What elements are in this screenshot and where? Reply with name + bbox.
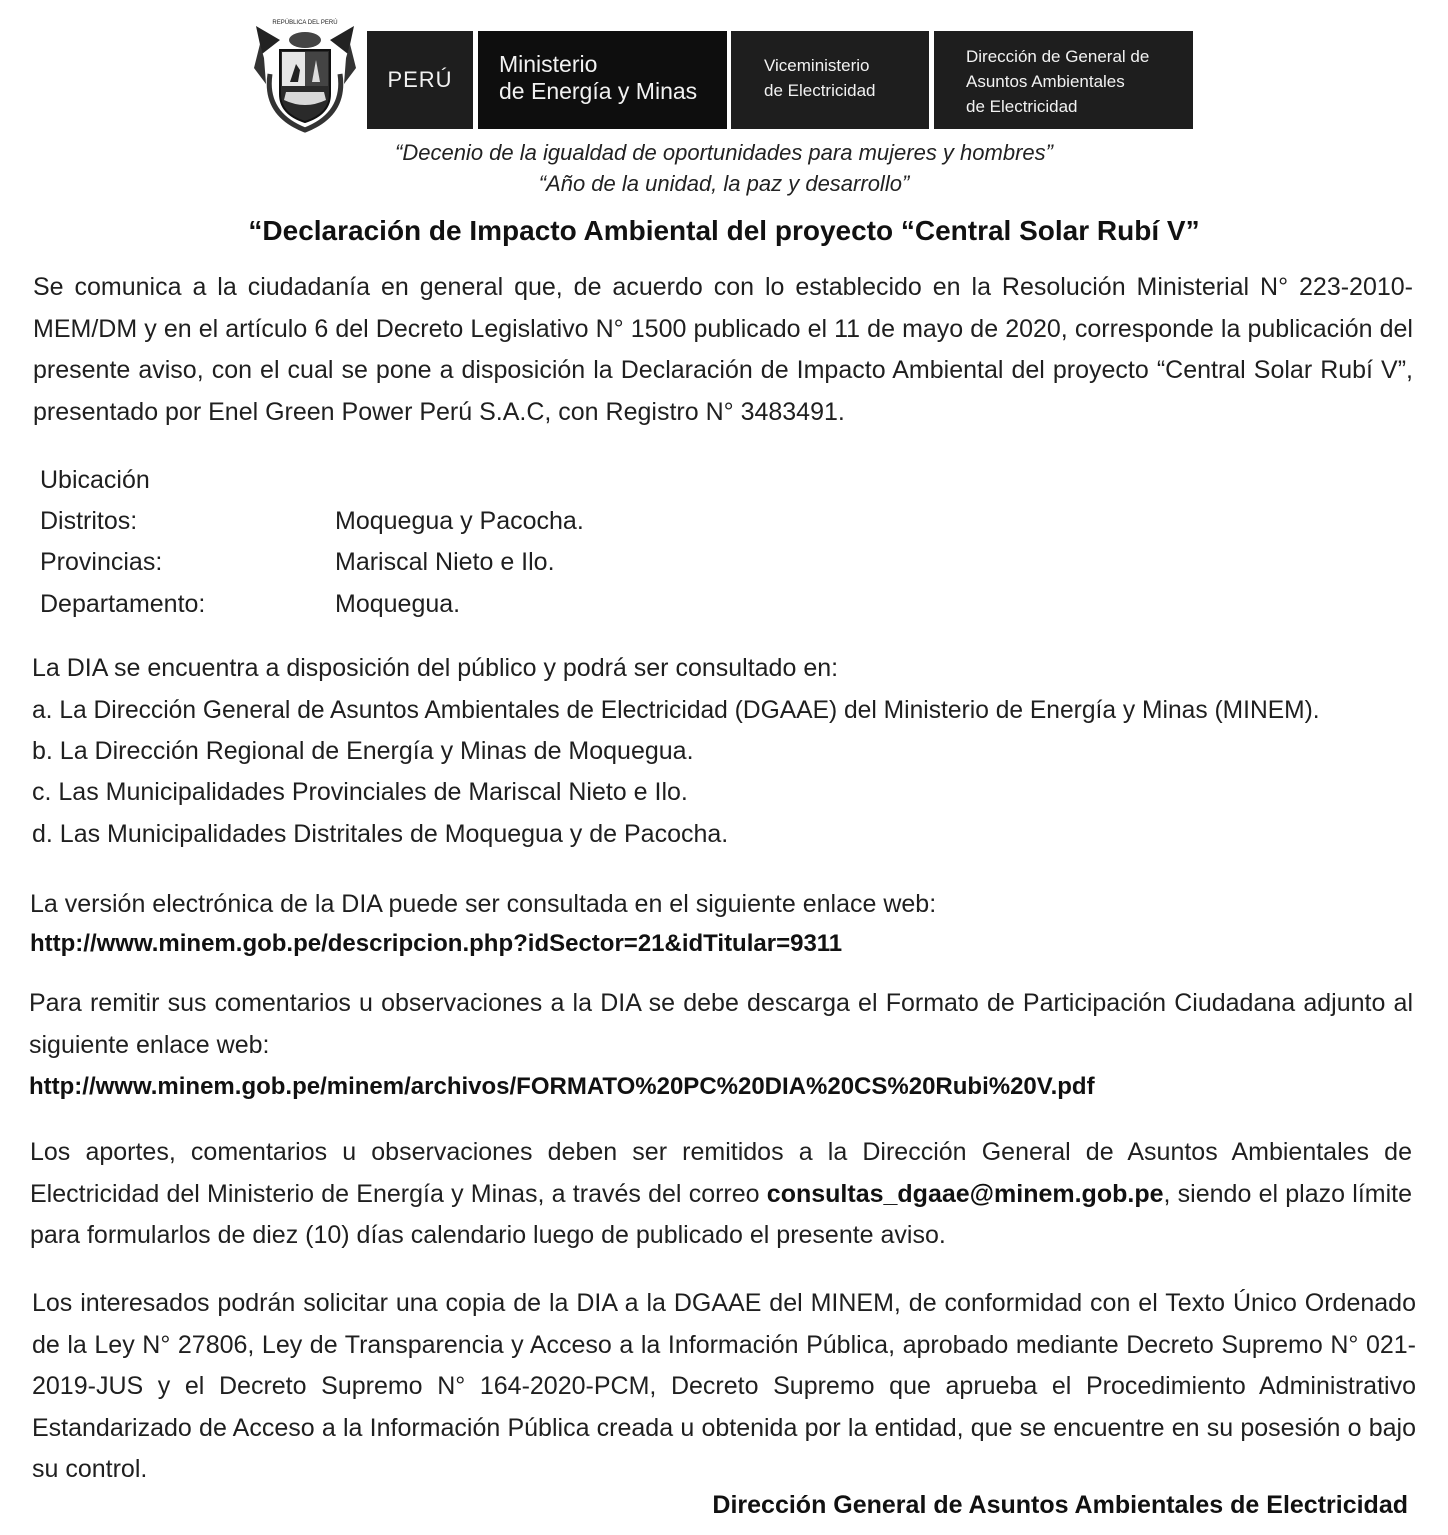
direction-box bbox=[934, 31, 1193, 129]
format-link[interactable]: http://www.minem.gob.pe/minem/archivos/FORMATO%20PC%20DIA%20CS%20Rubi%20V.pdf bbox=[29, 1073, 1095, 1100]
provinces-value: Mariscal Nieto e Ilo. bbox=[335, 548, 555, 576]
dia-link[interactable]: http://www.minem.gob.pe/descripcion.php?idSector=21&idTitular=9311 bbox=[30, 930, 843, 957]
peru-label bbox=[367, 31, 473, 129]
signature: Dirección General de Asuntos Ambientales de Electricidad bbox=[712, 1491, 1408, 1519]
contact-email[interactable]: consultas_dgaae@minem.gob.pe bbox=[766, 1179, 1164, 1208]
districts-label: Distritos: bbox=[40, 507, 138, 535]
ministry-line2: de Energía y Minas bbox=[499, 78, 698, 104]
copy-request-paragraph: Los interesados podrán solicitar una copia de la DIA a la DGAAE del MINEM, de conformidad con el Texto Único Ordenado de la Ley N° 27806, Ley de Transparencia y Acceso a la Información Pública, aprobado mediante Decreto Supremo N° 021-2019-JUS y el Decreto Supremo N° 164-2020-PCM, Decreto Supremo que aprueba el Procedimiento Administrativo Estandarizado de Acceso a la Información Pública creada u obtenida por la entidad, que se encuentre en su posesión o bajo su control. bbox=[32, 1289, 1416, 1483]
ministry-line1: Ministerio bbox=[499, 51, 598, 77]
notice-title: “Declaración de Impacto Ambiental del proyecto “Central Solar Rubí V” bbox=[248, 215, 1200, 246]
peru-text: PERÚ bbox=[387, 67, 453, 92]
department-label: Departamento: bbox=[40, 590, 206, 618]
electronic-text: La versión electrónica de la DIA puede ser consultada en el siguiente enlace web: bbox=[30, 890, 937, 918]
availability-item-a: a. La Dirección General de Asuntos Ambientales de Electricidad (DGAAE) del Ministerio de Energía y Minas (MINEM). bbox=[32, 697, 1320, 724]
svg-text:REPÚBLICA DEL PERÚ: REPÚBLICA DEL PERÚ bbox=[272, 20, 338, 26]
comments-text: Para remitir sus comentarios u observaciones a la DIA se debe descarga el Formato de Participación Ciudadana adjunto al siguiente enlace web: bbox=[29, 989, 1413, 1059]
coat-of-arms-logo bbox=[250, 14, 360, 134]
submission-after: , siendo el plazo límite para formularlos de diez (10) días calendario luego de publicado el presente aviso. bbox=[30, 1179, 1412, 1249]
motto-decade: “Decenio de la igualdad de oportunidades para mujeres y hombres” bbox=[395, 140, 1053, 165]
vice-line2: de Electricidad bbox=[764, 81, 876, 100]
dir-line3: de Electricidad bbox=[966, 97, 1078, 116]
ministry-box bbox=[478, 31, 727, 129]
dir-line1: Dirección de General de bbox=[966, 47, 1150, 66]
submission-paragraph bbox=[30, 1132, 1412, 1257]
viceministry-box bbox=[731, 31, 929, 129]
dir-line2: Asuntos Ambientales bbox=[966, 72, 1125, 91]
provinces-label: Provincias: bbox=[40, 548, 163, 576]
availability-item-d: d. Las Municipalidades Distritales de Moquegua y de Pacocha. bbox=[32, 820, 729, 848]
intro-paragraph: Se comunica a la ciudadanía en general que, de acuerdo con lo establecido en la Resolución Ministerial N° 223-2010-MEM/DM y en el artículo 6 del Decreto Legislativo N° 1500 publicado el 11 de mayo de 2020, corresponde la publicación del presente aviso, con el cual se pone a disposición la Declaración de Impacto Ambiental del proyecto “Central Solar Rubí V”, presentado por Enel Green Power Perú S.A.C, con Registro N° 3483491. bbox=[33, 273, 1413, 426]
vice-line1: Viceministerio bbox=[764, 56, 870, 75]
availability-item-b: b. La Dirección Regional de Energía y Minas de Moquegua. bbox=[32, 737, 694, 765]
submission-before: Los aportes, comentarios u observaciones deben ser remitidos a la Dirección General de Asuntos Ambientales de Electricidad del Ministerio de Energía y Minas, a través del correo bbox=[30, 1138, 1412, 1208]
motto-year: “Año de la unidad, la paz y desarrollo” bbox=[538, 171, 910, 196]
availability-item-c: c. Las Municipalidades Provinciales de Mariscal Nieto e Ilo. bbox=[32, 778, 688, 806]
location-heading: Ubicación bbox=[40, 466, 150, 494]
districts-value: Moquegua y Pacocha. bbox=[335, 507, 584, 535]
department-value: Moquegua. bbox=[335, 590, 461, 618]
availability-intro: La DIA se encuentra a disposición del público y podrá ser consultado en: bbox=[32, 654, 839, 682]
